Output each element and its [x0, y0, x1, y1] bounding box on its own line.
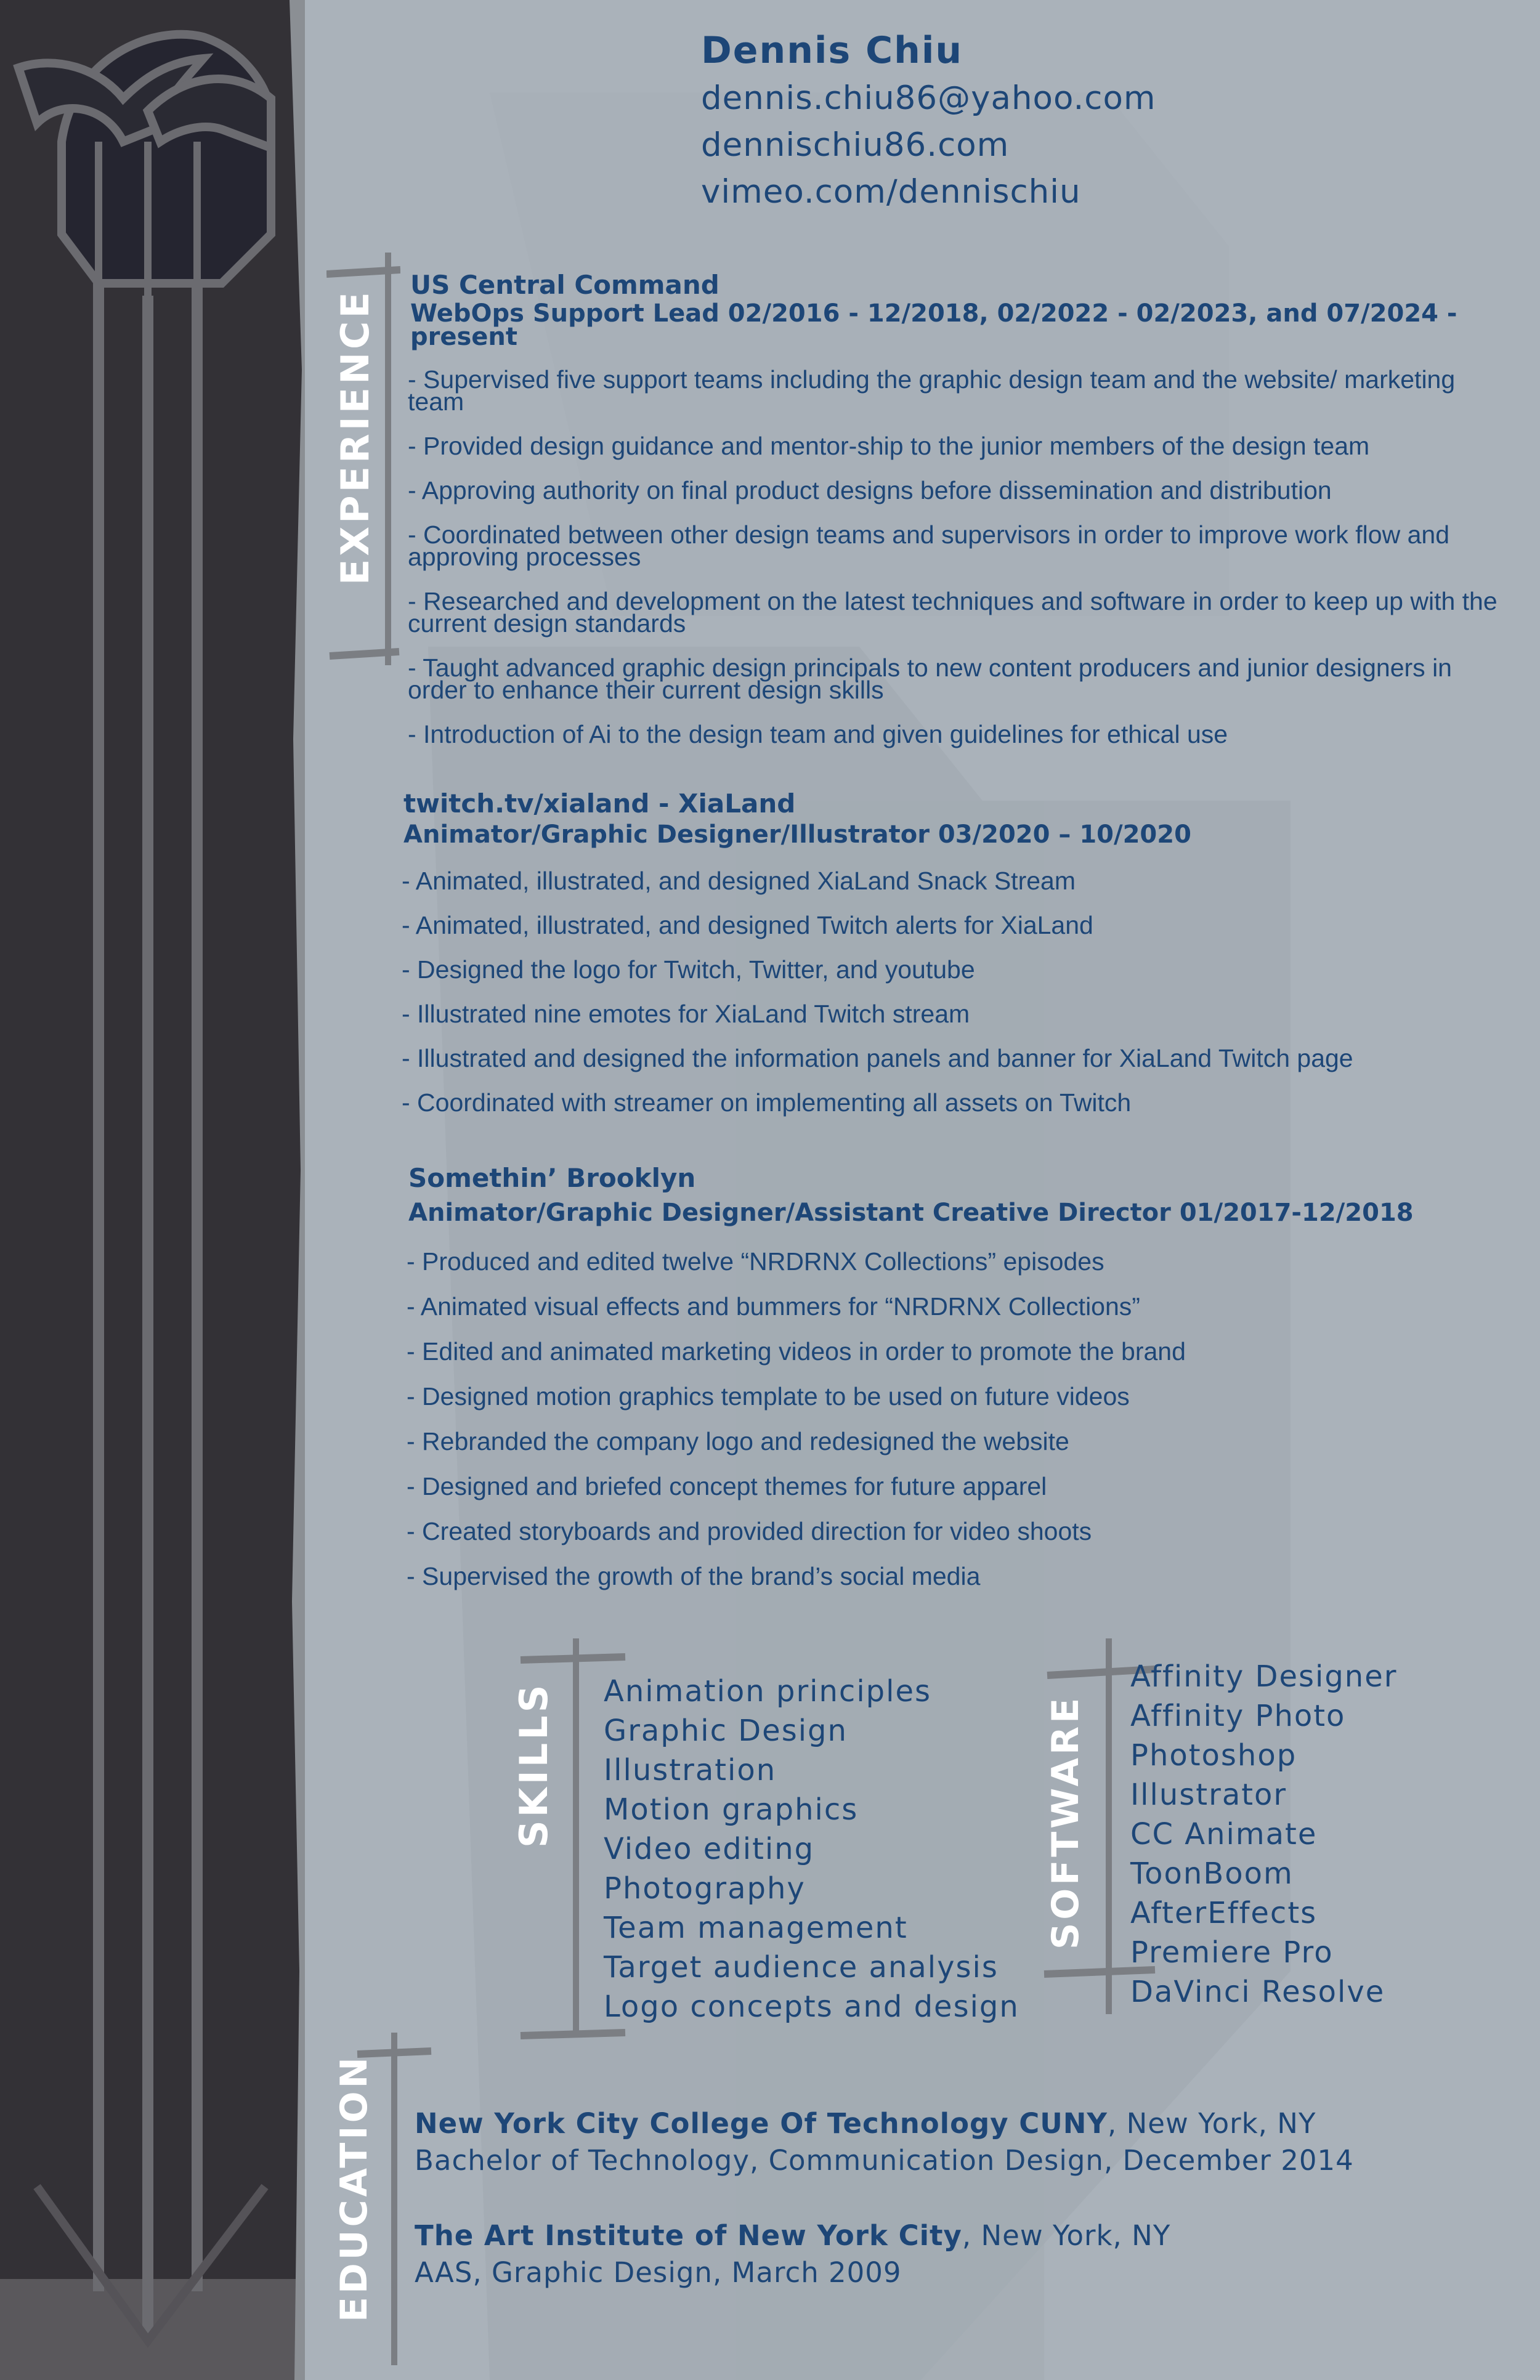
candidate-name: Dennis Chiu — [701, 29, 963, 72]
skill-item: Team management — [604, 1911, 908, 1945]
logo-pillar-graphic — [0, 0, 305, 2380]
skills-heading: SKILLS — [511, 1682, 556, 1848]
skills-list — [604, 1672, 1019, 2026]
job-2-bullets — [402, 867, 1498, 1136]
school-name: The Art Institute of New York City — [415, 2219, 962, 2252]
list-item: - Approving authority on final product designs before dissemination and distribution — [408, 476, 1332, 504]
job-role: Animator/Graphic Designer/Illustrator 03/2020 – 10/2020 — [403, 820, 1191, 849]
skill-item: Logo concepts and design — [604, 1989, 1019, 2024]
list-item: - Rebranded the company logo and redesigned the website — [407, 1427, 1069, 1455]
school-name: New York City College Of Technology CUNY — [415, 2107, 1108, 2140]
header — [701, 26, 1156, 216]
software-heading: SOFTWARE — [1044, 1694, 1087, 1949]
list-item: - Researched and development on the latest techniques and software in order to keep up with the current design standards — [408, 587, 1497, 638]
software-item: Illustrator — [1130, 1778, 1287, 1812]
list-item: - Illustrated nine emotes for XiaLand Twitch stream — [402, 1000, 970, 1028]
skill-item: Motion graphics — [604, 1792, 859, 1827]
vimeo-link[interactable]: vimeo.com/dennischiu — [701, 173, 1081, 211]
list-item: - Animated visual effects and bummers for “NRDRNX Collections” — [407, 1292, 1140, 1321]
skill-item: Graphic Design — [604, 1714, 848, 1748]
software-item: ToonBoom — [1130, 1856, 1294, 1891]
sidebar-column — [0, 0, 305, 2380]
list-item: - Designed and briefed concept themes for future apparel — [407, 1472, 1047, 1500]
list-item: - Coordinated with streamer on implementing all assets on Twitch — [402, 1088, 1132, 1117]
education-entry — [415, 2217, 1170, 2291]
software-item: Premiere Pro — [1130, 1935, 1334, 1970]
job-somethin-brooklyn — [408, 1163, 1540, 1227]
list-item: - Illustrated and designed the information panels and banner for XiaLand Twitch page — [402, 1044, 1353, 1072]
list-item: - Animated, illustrated, and designed Twitch alerts for XiaLand — [402, 911, 1093, 939]
skill-item: Photography — [604, 1871, 806, 1906]
list-item: - Coordinated between other design teams and supervisors in order to improve work flow and approving processes — [408, 520, 1449, 571]
software-item: Affinity Designer — [1130, 1659, 1398, 1694]
degree: Bachelor of Technology, Communication Design, December 2014 — [415, 2144, 1354, 2177]
job-role: Animator/Graphic Designer/Assistant Creative Director 01/2017-12/2018 — [408, 1199, 1414, 1227]
software-item: Photoshop — [1130, 1738, 1297, 1773]
job-role: WebOps Support Lead 02/2016 - 12/2018, 02/2022 - 02/2023, and 07/2024 - present — [410, 299, 1457, 351]
list-item: - Supervised five support teams including the graphic design team and the website/ marketing team — [408, 365, 1456, 416]
job-us-central-command — [410, 270, 1488, 349]
software-item: CC Animate — [1130, 1817, 1318, 1852]
school-location: , New York, NY — [1108, 2107, 1316, 2140]
job-3-bullets — [407, 1247, 1503, 1610]
list-item: - Designed motion graphics template to be used on future videos — [407, 1382, 1130, 1411]
degree: AAS, Graphic Design, March 2009 — [415, 2256, 902, 2289]
list-item: - Produced and edited twelve “NRDRNX Collections” episodes — [407, 1247, 1104, 1276]
job-1-bullets — [408, 365, 1504, 748]
list-item: - Created storyboards and provided direction for video shoots — [407, 1517, 1092, 1545]
list-item: - Designed the logo for Twitch, Twitter, and youtube — [402, 955, 975, 984]
skill-item: Video editing — [604, 1832, 815, 1866]
software-list — [1130, 1657, 1398, 2012]
software-item: DaVinci Resolve — [1130, 1975, 1385, 2009]
job-company: Somethin’ Brooklyn — [408, 1163, 696, 1193]
software-item: AfterEffects — [1130, 1896, 1318, 1930]
list-item: - Introduction of Ai to the design team and given guidelines for ethical use — [408, 720, 1228, 748]
job-xialand — [403, 788, 1540, 849]
skill-item: Target audience analysis — [604, 1950, 999, 1985]
experience-heading: EXPERIENCE — [333, 289, 378, 585]
education-heading: EDUCATION — [333, 2054, 376, 2322]
skill-item: Animation principles — [604, 1674, 931, 1709]
school-location: , New York, NY — [962, 2219, 1171, 2252]
list-item: - Edited and animated marketing videos in order to promote the brand — [407, 1337, 1186, 1366]
list-item: - Provided design guidance and mentor-ship to the junior members of the design team — [408, 432, 1370, 460]
list-item: - Animated, illustrated, and designed XiaLand Snack Stream — [402, 867, 1076, 895]
job-company: US Central Command — [410, 270, 719, 300]
software-item: Affinity Photo — [1130, 1699, 1346, 1733]
job-company: twitch.tv/xialand - XiaLand — [403, 788, 796, 819]
email-link[interactable]: dennis.chiu86@yahoo.com — [701, 79, 1156, 117]
website-link[interactable]: dennischiu86.com — [701, 126, 1010, 164]
skill-item: Illustration — [604, 1753, 777, 1787]
education-entry — [415, 2105, 1354, 2179]
list-item: - Taught advanced graphic design principals to new content producers and junior designers in order to enhance their current design skills — [408, 654, 1452, 704]
list-item: - Supervised the growth of the brand’s social media — [407, 1562, 981, 1590]
